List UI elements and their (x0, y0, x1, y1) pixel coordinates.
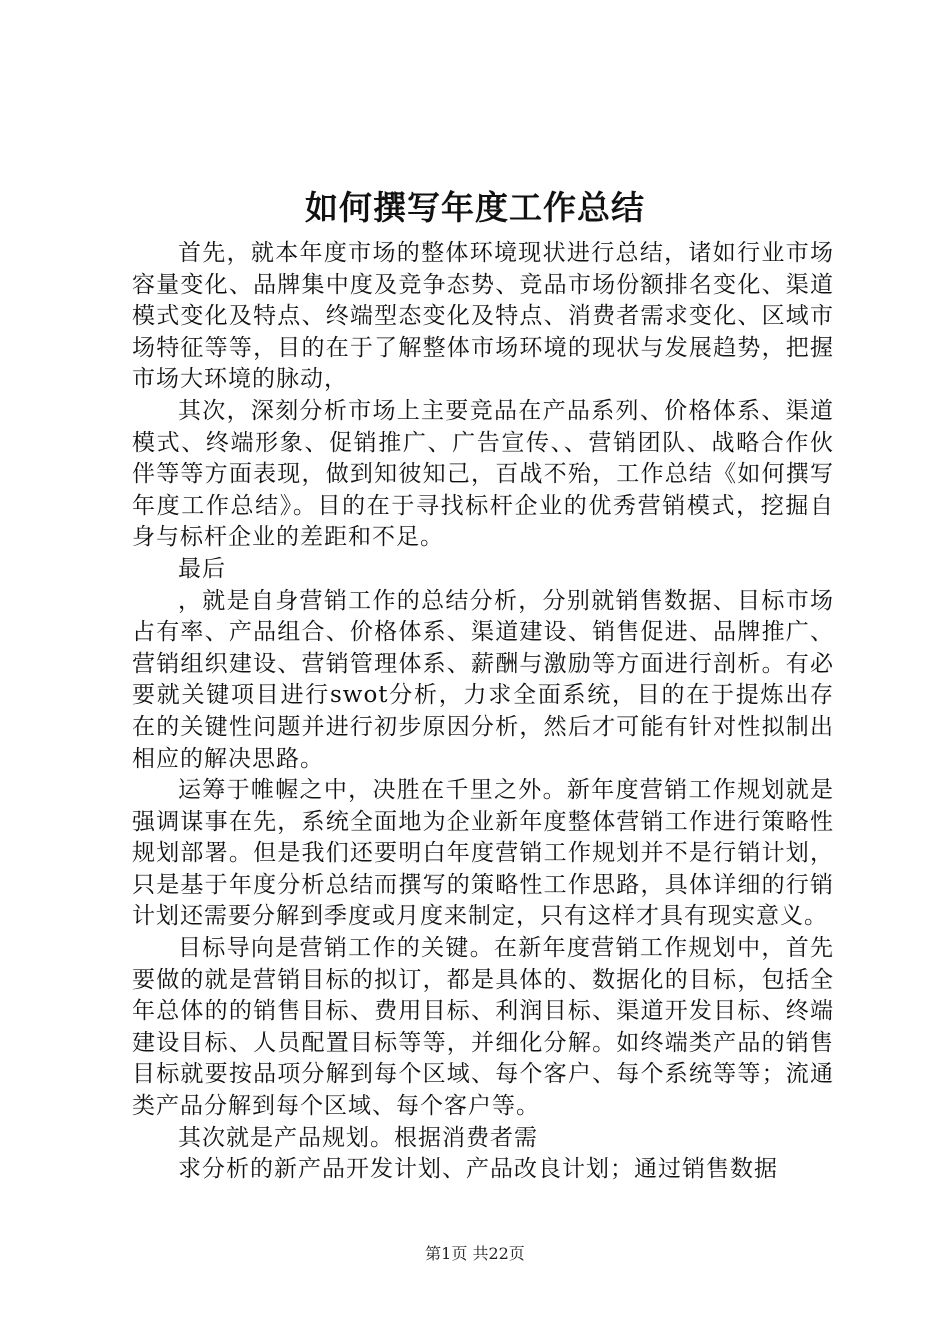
paragraph: 目标导向是营销工作的关键。在新年度营销工作规划中，首先要做的就是营销目标的拟订，都是具体的、数据化的目标，包括全年总体的的销售目标、费用目标、利润目标、渠道开发目标、终端建设目标、人员配置目标等等，并细化分解。如终端类产品的销售目标就要按品项分解到每个区域、每个客户、每个系统等等；流通类产品分解到每个区域、每个客户等。 (132, 935, 834, 1120)
page-number-footer: 第1页 共22页 (425, 1244, 525, 1263)
document-body (132, 238, 834, 1186)
paragraph: 最后 (178, 555, 226, 582)
paragraph: 其次就是产品规划。根据消费者需 (178, 1124, 538, 1151)
paragraph: 运筹于帷幄之中，决胜在千里之外。新年度营销工作规划就是强调谋事在先，系统全面地为企业新年度整体营销工作进行策略性规划部署。但是我们还要明白年度营销工作规划并不是行销计划，只是基于年度分析总结而撰写的策略性工作思路，具体详细的行销计划还需要分解到季度或月度来制定，只有这样才具有现实意义。 (132, 777, 834, 930)
paragraph: 首先，就本年度市场的整体环境现状进行总结，诸如行业市场容量变化、品牌集中度及竞争态势、竞品市场份额排名变化、渠道模式变化及特点、终端型态变化及特点、消费者需求变化、区域市场特征等等，目的在于了解整体市场环境的现状与发展趋势，把握市场大环境的脉动， (132, 240, 834, 393)
paragraph: ，就是自身营销工作的总结分析，分别就销售数据、目标市场占有率、产品组合、价格体系、渠道建设、销售促进、品牌推广、营销组织建设、营销管理体系、薪酬与激励等方面进行剖析。有必要就关键项目进行swot分析，力求全面系统，目的在于提炼出存在的关键性问题并进行初步原因分析，然后才可能有针对性拟制出相应的解决思路。 (132, 587, 834, 772)
paragraph: 其次，深刻分析市场上主要竞品在产品系列、价格体系、渠道模式、终端形象、促销推广、广告宣传、、营销团队、战略合作伙伴等等方面表现，做到知彼知己，百战不殆，工作总结《如何撰写年度工作总结》。目的在于寻找标杆企业的优秀营销模式，挖掘自身与标杆企业的差距和不足。 (132, 397, 834, 551)
document-title: 如何撰写年度工作总结 (305, 188, 645, 227)
paragraph: 求分析的新产品开发计划、产品改良计划；通过销售数据 (178, 1156, 778, 1183)
